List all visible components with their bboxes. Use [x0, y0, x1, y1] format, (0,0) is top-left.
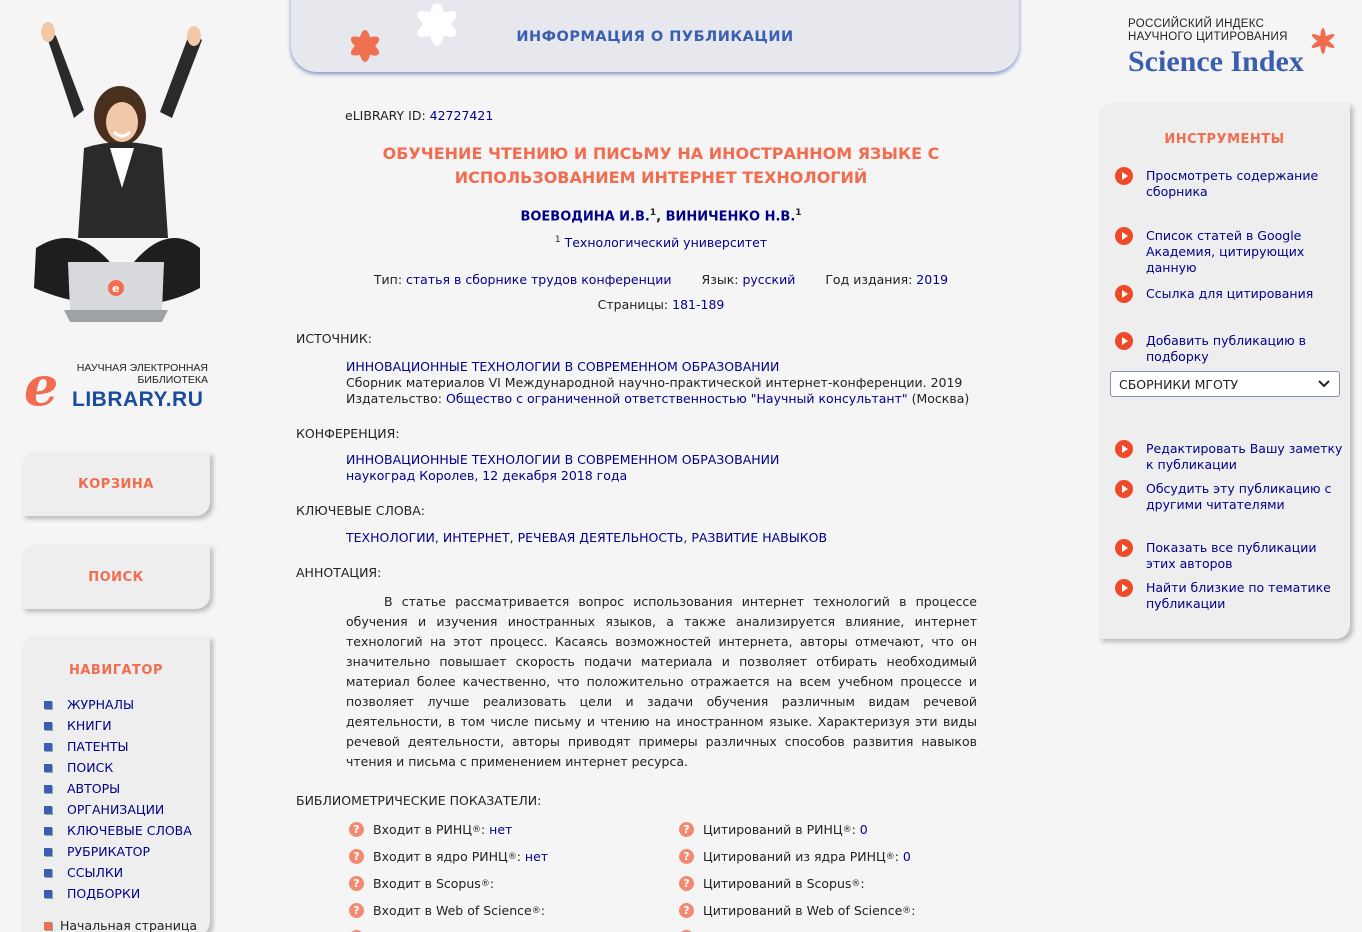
help-icon[interactable]: ?: [679, 876, 694, 891]
nav-item-collections[interactable]: [22, 883, 210, 904]
conference-place: наукоград Королев, 12 декабря 2018 года: [346, 468, 628, 484]
help-icon[interactable]: ?: [679, 822, 694, 837]
stat-value: 0: [859, 822, 868, 838]
registered-mark: ®: [885, 851, 895, 862]
pages-label: Страницы:: [597, 297, 669, 313]
bibliometrics-left-column: [349, 816, 679, 932]
search-button[interactable]: [22, 545, 210, 609]
publisher-city: (Москва): [911, 391, 970, 407]
nav-item-rubricator[interactable]: [22, 841, 210, 862]
arrow-right-icon: [1115, 332, 1133, 350]
keywords-label: КЛЮЧЕВЫЕ СЛОВА:: [296, 503, 426, 519]
tool-label: Просмотреть содержание сборника: [1146, 168, 1319, 199]
science-index-logo[interactable]: [1128, 18, 1343, 83]
type-value[interactable]: статья в сборнике трудов конференции: [406, 272, 672, 288]
bullet-square-icon: [44, 722, 52, 730]
stat-value: нет: [489, 822, 513, 838]
elibrary-id-label: eLIBRARY ID:: [345, 108, 426, 123]
laptop-logo-text: e: [112, 282, 120, 295]
conference-title-link[interactable]: ИННОВАЦИОННЫЕ ТЕХНОЛОГИИ В СОВРЕМЕННОМ ОБРАЗОВАНИИ: [346, 452, 780, 468]
stat-row: ? Входит в РИНЦ ® : нет: [349, 816, 679, 843]
arrow-right-icon: [1115, 440, 1133, 458]
nav-item-label: ЖУРНАЛЫ: [67, 697, 134, 712]
help-icon[interactable]: ?: [349, 822, 364, 837]
elibrary-logo-e: e: [24, 354, 59, 418]
affiliation-link[interactable]: Технологический университет: [564, 235, 768, 251]
arrow-right-icon: [1115, 167, 1133, 185]
tools-panel: [1099, 103, 1350, 639]
stat-row: ? Цитирований в Web of Science ® :: [679, 897, 979, 924]
arrow-right-icon: [1115, 285, 1133, 303]
tool-author-publications[interactable]: [1115, 540, 1345, 572]
stat-row: ? Входит в Scopus ® :: [349, 870, 679, 897]
stat-label: Цитирований из ядра РИНЦ: [703, 849, 886, 865]
author-link[interactable]: ВОЕВОДИНА И.В.: [520, 209, 650, 225]
bullet-square-icon: [44, 848, 52, 856]
bibliometrics-label: БИБЛИОМЕТРИЧЕСКИЕ ПОКАЗАТЕЛИ:: [296, 793, 542, 809]
science-index-caption-line2: НАУЧНОГО ЦИТИРОВАНИЯ: [1128, 31, 1288, 43]
bullet-square-icon: [44, 869, 52, 877]
type-label: Тип:: [373, 272, 403, 288]
stat-row: ? Цитирований в Scopus ® :: [679, 870, 979, 897]
stat-value: нет: [524, 849, 549, 865]
bullet-square-icon: [44, 827, 52, 835]
registered-mark: ®: [842, 824, 852, 835]
navigator-panel: [22, 636, 210, 932]
cart-button-label: КОРЗИНА: [78, 476, 154, 492]
tool-view-contents[interactable]: [1115, 168, 1345, 200]
abstract-text: В статье рассматривается вопрос использования интернет технологий в процессе обучения и изучения иностранных языков, а также анализируется влияние, интернет технологий на этот процесс. Касаясь возможностей интернета, авторы отмечают, что он значительно повышает скорость подачи материала и позволяет отбирать необходимый материал более качественно, что положительно отражается на всем учебном процессе и позволяет лучше реализовать цели и задачи обучения различным видам речевой деятельности, в том числе письму и чтению на иностранном языке. Характеризуя эти виды речевой деятельности, авторы приводят примеры различных способов развития навыков чтения и письма с применением интернет ресурса.: [346, 594, 977, 770]
elibrary-logo-caption-line2: БИБЛИОТЕКА: [137, 374, 208, 386]
help-icon[interactable]: ?: [349, 849, 364, 864]
nav-item-organizations[interactable]: [22, 799, 210, 820]
authors-row: [296, 208, 996, 224]
cart-button[interactable]: [22, 452, 210, 516]
bullet-square-icon: [44, 743, 52, 751]
language-label: Язык:: [701, 272, 739, 288]
publisher-row: [346, 391, 996, 407]
tool-similar-publications[interactable]: [1115, 580, 1345, 612]
tool-label: Редактировать Вашу заметку к публикации: [1146, 441, 1343, 472]
publisher-link[interactable]: Общество с ограниченной ответственностью "Научный консультант": [446, 391, 908, 407]
stat-label: Входит в Scopus: [373, 876, 481, 892]
keywords-list: [296, 530, 996, 545]
conference-label: КОНФЕРЕНЦИЯ:: [296, 426, 400, 442]
tool-label: Найти близкие по тематике публикации: [1146, 580, 1331, 611]
keyword-link[interactable]: ИНТЕРНЕТ: [442, 530, 510, 546]
bibliometrics-table: [296, 816, 996, 932]
affiliation-row: [296, 235, 996, 250]
pages-value: 181-189: [672, 297, 725, 313]
stat-label: Входит в Web of Science: [373, 903, 532, 919]
registered-mark: ®: [531, 905, 541, 916]
hero-illustration: [22, 18, 212, 328]
nav-item-keywords[interactable]: [22, 820, 210, 841]
stat-label: Цитирований в Web of Science: [703, 903, 903, 919]
registered-mark: ®: [851, 878, 861, 889]
tool-citation-link[interactable]: [1115, 286, 1345, 303]
tool-label: Добавить публикацию в подборку: [1146, 333, 1306, 364]
search-button-label: ПОИСК: [88, 569, 144, 585]
source-block: [296, 359, 996, 407]
tool-edit-note[interactable]: [1115, 441, 1345, 473]
stat-row-partial: [349, 924, 679, 932]
keyword-link[interactable]: РЕЧЕВАЯ ДЕЯТЕЛЬНОСТЬ: [517, 530, 684, 546]
home-link[interactable]: [44, 918, 197, 932]
keyword-link[interactable]: ТЕХНОЛОГИИ: [346, 530, 435, 546]
registered-mark: ®: [507, 851, 517, 862]
elibrary-logo-caption-line1: НАУЧНАЯ ЭЛЕКТРОННАЯ: [76, 362, 208, 374]
publication-title-line2: ИСПОЛЬЗОВАНИЕМ ИНТЕРНЕТ ТЕХНОЛОГИЙ: [454, 168, 868, 187]
year-label: Год издания:: [825, 272, 913, 288]
stat-label: Входит в ядро РИНЦ: [373, 849, 508, 865]
tools-title: ИНСТРУМЕНТЫ: [1164, 132, 1285, 147]
year-value: 2019: [916, 272, 949, 288]
nav-item-label: КНИГИ: [67, 718, 112, 733]
conference-block: [296, 452, 996, 484]
page-header: [291, 0, 1019, 72]
elibrary-logo-brand: LIBRARY.RU: [72, 388, 204, 411]
bullet-square-icon: [44, 764, 52, 772]
registered-mark: ®: [471, 824, 481, 835]
tool-add-to-collection[interactable]: [1115, 333, 1345, 365]
source-title-link[interactable]: ИННОВАЦИОННЫЕ ТЕХНОЛОГИИ В СОВРЕМЕННОМ ОБРАЗОВАНИИ: [346, 359, 780, 375]
registered-mark: ®: [480, 878, 490, 889]
elibrary-id-row: [296, 108, 996, 123]
publication-info: [296, 100, 996, 932]
page-title: ИНФОРМАЦИЯ О ПУБЛИКАЦИИ: [516, 29, 794, 45]
nav-item-label: ОРГАНИЗАЦИИ: [67, 802, 165, 817]
keyword-separator: ,: [509, 530, 514, 546]
tool-label: Ссылка для цитирования: [1146, 286, 1314, 301]
author-separator: ,: [656, 209, 662, 225]
tool-label: Список статей в Google Академия, цитирующих данную: [1146, 228, 1305, 275]
tool-discuss[interactable]: [1115, 481, 1345, 513]
source-label: ИСТОЧНИК:: [296, 331, 372, 347]
tool-label: Показать все публикации этих авторов: [1146, 540, 1317, 571]
publication-title: [296, 142, 996, 190]
nav-item-authors[interactable]: [22, 778, 210, 799]
nav-item-label: ПАТЕНТЫ: [67, 739, 129, 754]
meta-row: [296, 272, 996, 287]
nav-item-links[interactable]: [22, 862, 210, 883]
nav-item-journals[interactable]: [22, 694, 210, 715]
bibliometrics-right-column: [679, 816, 979, 932]
bullet-square-icon: [44, 922, 52, 930]
stat-row: ? Цитирований в РИНЦ ® : 0: [679, 816, 979, 843]
help-icon[interactable]: ?: [679, 903, 694, 918]
elibrary-logo[interactable]: [24, 354, 214, 418]
arrow-right-icon: [1115, 480, 1133, 498]
nav-item-patents[interactable]: [22, 736, 210, 757]
navigator-list: [22, 694, 210, 904]
asterisk-icon: [1308, 26, 1338, 56]
home-link-label: Начальная страница: [60, 918, 197, 932]
author-affiliation-sup: 1: [795, 208, 802, 218]
nav-item-label: РУБРИКАТОР: [67, 844, 151, 859]
publication-title-line1: ОБУЧЕНИЕ ЧТЕНИЮ И ПИСЬМУ НА ИНОСТРАННОМ ЯЗЫКЕ С: [382, 144, 940, 163]
keyword-separator: ,: [434, 530, 439, 546]
stat-label: Входит в РИНЦ: [373, 822, 472, 838]
science-index-brand: Science Index: [1128, 45, 1304, 78]
help-icon[interactable]: ?: [679, 849, 694, 864]
chevron-down-icon: [1317, 377, 1331, 391]
elibrary-id-value[interactable]: 42727421: [429, 108, 494, 123]
navigator-title: НАВИГАТОР: [68, 663, 164, 678]
affiliation-sup: 1: [554, 235, 561, 246]
science-index-caption-line1: РОССИЙСКИЙ ИНДЕКС: [1128, 18, 1265, 30]
tool-label: Обсудить эту публикацию с другими читателями: [1146, 481, 1332, 512]
nav-item-label: КЛЮЧЕВЫЕ СЛОВА: [67, 823, 192, 838]
pages-row: [296, 297, 996, 312]
nav-item-search[interactable]: [22, 757, 210, 778]
nav-item-books[interactable]: [22, 715, 210, 736]
collection-select[interactable]: [1110, 371, 1340, 397]
stat-row-partial: [679, 924, 979, 932]
stat-row: ? Входит в Web of Science ® :: [349, 897, 679, 924]
collection-select-value: СБОРНИКИ МГОТУ: [1119, 376, 1239, 392]
arrow-right-icon: [1115, 579, 1133, 597]
source-description: Сборник материалов VI Международной научно-практической интернет-конференции. 2019: [346, 375, 963, 391]
language-value: русский: [742, 272, 796, 288]
nav-item-label: ПОДБОРКИ: [67, 886, 141, 901]
stat-label: Цитирований в РИНЦ: [703, 822, 843, 838]
nav-item-label: ССЫЛКИ: [67, 865, 124, 880]
author-link[interactable]: ВИНИЧЕНКО Н.В.: [665, 209, 796, 225]
author-affiliation-sup: 1: [649, 208, 657, 218]
stat-value: 0: [902, 849, 911, 865]
bullet-square-icon: [44, 701, 52, 709]
arrow-right-icon: [1115, 539, 1133, 557]
help-icon[interactable]: ?: [349, 903, 364, 918]
stat-row: ? Цитирований из ядра РИНЦ ® : 0: [679, 843, 979, 870]
publisher-label: Издательство:: [346, 391, 443, 407]
bullet-square-icon: [44, 806, 52, 814]
tool-google-scholar[interactable]: [1115, 228, 1345, 276]
arrow-right-icon: [1115, 227, 1133, 245]
elibrary-logo-caption: [77, 362, 208, 386]
nav-item-label: ПОИСК: [67, 760, 114, 775]
bullet-square-icon: [44, 890, 52, 898]
stat-label: Цитирований в Scopus: [703, 876, 852, 892]
stat-row: ? Входит в ядро РИНЦ ® : нет: [349, 843, 679, 870]
keyword-separator: ,: [683, 530, 688, 546]
keyword-link[interactable]: РАЗВИТИЕ НАВЫКОВ: [691, 530, 828, 546]
abstract-label: АННОТАЦИЯ:: [296, 565, 382, 581]
nav-item-label: АВТОРЫ: [67, 781, 121, 796]
bullet-square-icon: [44, 785, 52, 793]
help-icon[interactable]: ?: [349, 876, 364, 891]
registered-mark: ®: [902, 905, 912, 916]
